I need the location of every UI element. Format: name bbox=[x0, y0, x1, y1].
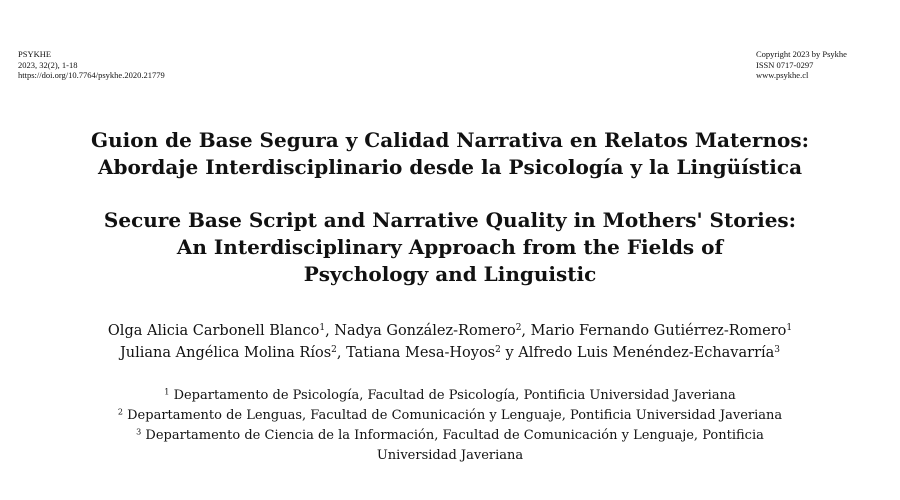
title-line: Abordaje Interdisciplinario desde la Psicología y la Lingüística bbox=[97, 155, 803, 179]
journal-header-left bbox=[18, 49, 165, 81]
journal-issue: 2023, 32(2), 1-18 bbox=[18, 59, 78, 70]
author-line bbox=[0, 342, 900, 364]
author-name: Tatiana Mesa-Hoyos bbox=[346, 345, 496, 361]
affiliation bbox=[0, 386, 900, 406]
issn: ISSN 0717-0297 bbox=[756, 59, 814, 70]
author-affiliation-mark: 3 bbox=[774, 345, 781, 356]
author-name: Olga Alicia Carbonell Blanco bbox=[107, 323, 320, 339]
copyright-notice: Copyright 2023 by Psykhe bbox=[756, 49, 847, 59]
doi-link[interactable]: https://doi.org/10.7764/psykhe.2020.21779 bbox=[18, 70, 165, 80]
affiliation-list bbox=[0, 386, 900, 466]
journal-name: PSYKHE bbox=[18, 49, 52, 59]
title-english bbox=[0, 207, 900, 288]
author-list bbox=[0, 320, 900, 364]
author-affiliation-mark: 2 bbox=[515, 323, 522, 334]
author-name: Alfredo Luis Menéndez-Echavarría bbox=[518, 345, 775, 361]
affiliation-text: Departamento de Psicología, Facultad de Psicología, Pontificia Universidad Javeriana bbox=[173, 388, 736, 403]
author-affiliation-mark: 1 bbox=[786, 323, 793, 334]
author-name: Nadya González-Romero bbox=[334, 323, 516, 339]
author-affiliation-mark: 2 bbox=[331, 345, 337, 356]
title-line: An Interdisciplinary Approach from the Fields of bbox=[176, 235, 724, 259]
website-link[interactable]: www.psykhe.cl bbox=[756, 70, 809, 80]
author-affiliation-mark: 2 bbox=[495, 345, 501, 356]
affiliation bbox=[0, 446, 900, 466]
author-separator: , bbox=[325, 323, 335, 339]
affiliation-text: Universidad Javeriana bbox=[376, 448, 524, 463]
author-line bbox=[0, 320, 900, 342]
affiliation-number: 1 bbox=[164, 387, 170, 397]
affiliation-number: 2 bbox=[117, 407, 123, 417]
journal-header-right bbox=[756, 49, 847, 81]
author-name: Juliana Angélica Molina Ríos bbox=[119, 345, 332, 361]
affiliation-text: Departamento de Lenguas, Facultad de Comunicación y Lenguaje, Pontificia Universidad Javeriana bbox=[127, 408, 783, 423]
author-separator: , bbox=[521, 323, 531, 339]
affiliation bbox=[0, 426, 900, 446]
affiliation-text: Departamento de Ciencia de la Información, Facultad de Comunicación y Lenguaje, Pontificia bbox=[145, 428, 764, 443]
author-separator: , bbox=[336, 345, 347, 361]
title-spanish bbox=[0, 127, 900, 181]
title-line: Guion de Base Segura y Calidad Narrativa en Relatos Maternos: bbox=[91, 128, 809, 152]
affiliation bbox=[0, 406, 900, 426]
author-affiliation-mark: 1 bbox=[319, 323, 326, 334]
title-line: Psychology and Linguistic bbox=[303, 262, 597, 286]
affiliation-number: 3 bbox=[136, 427, 142, 437]
author-name: Mario Fernando Gutiérrez-Romero bbox=[530, 323, 787, 339]
author-separator: y bbox=[500, 345, 519, 361]
title-line: Secure Base Script and Narrative Quality in Mothers' Stories: bbox=[103, 208, 797, 232]
